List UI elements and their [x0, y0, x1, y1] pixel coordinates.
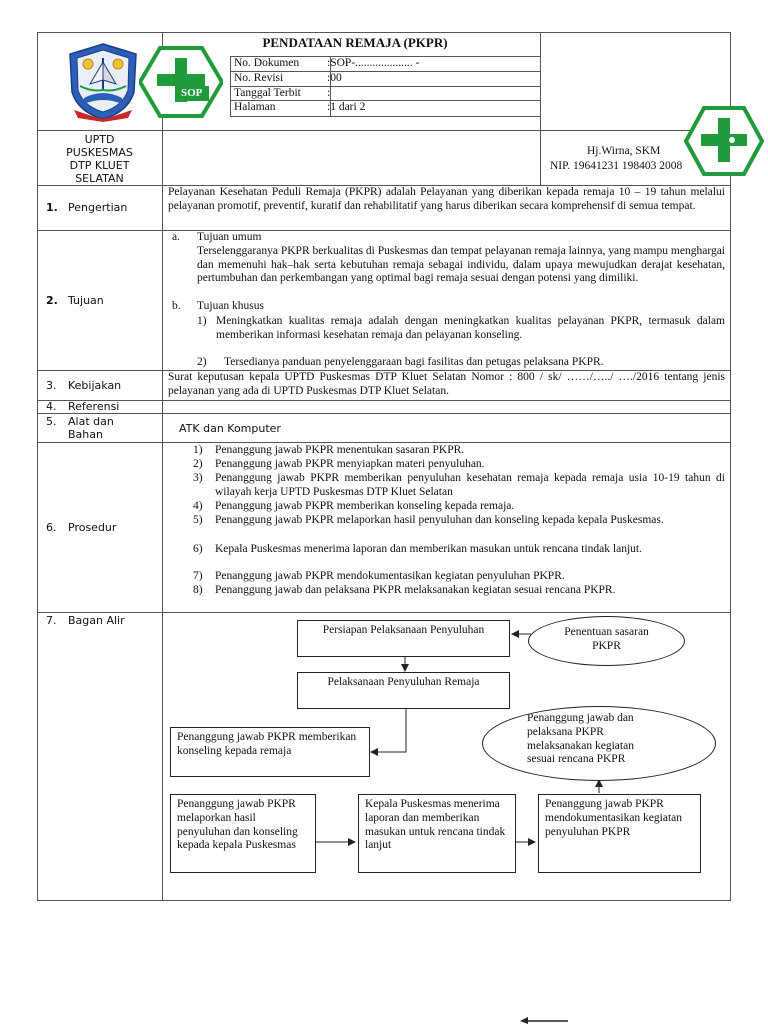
flow-box-konseling: Penanggung jawab PKPR memberikan konseling kepada remaja [170, 727, 370, 777]
kebijakan-text: Surat keputusan kepala UPTD Puskesmas DTP Kluet Selatan Nomor : 800 / sk/ ……/…../ …./2016 tentang jenis pelayanan yang ada di UPTD Puskesmas DTP Kluet Selatan. [168, 371, 725, 397]
flow-ellipse-melaksanakan-text: Penanggung jawab dan pelaksana PKPR melaksanakan kegiatan sesuai rencana PKPR [527, 712, 634, 766]
info-value-halaman: :1 dari 2 [327, 101, 366, 113]
tujuan-a-text: Terselenggaranya PKPR berkualitas di Puskesmas dan tempat pelayanan remaja lainnya, yang mampu menghargai dan memenuhi hak–hak serta kebutuhan remaja sebagai individu, dalam upaya mewujudkan derajat kesehatan, pertumbuhan dan perkembangan yang optimal bagi remaja sesuai dengan potensi yang dimiliki. [197, 245, 725, 285]
tujuan-b-item-2-text: Tersedianya panduan penyelenggaraan bagi fasilitas dan petugas pelaksana PKPR. [224, 356, 604, 368]
signer-name: Hj.Wirna, SKM [587, 145, 661, 157]
tujuan-b-title: Tujuan khusus [197, 300, 264, 312]
section-label-kebijakan: Kebijakan [68, 379, 122, 392]
left-arrow-icon [520, 1016, 570, 1024]
tujuan-a-marker: a. [172, 231, 180, 243]
signer-nip: NIP. 19641231 198403 2008 [550, 160, 683, 172]
org-line-4: SELATAN [75, 172, 124, 185]
prosedur-item-2-num: 2) [193, 458, 203, 470]
prosedur-item-1-num: 1) [193, 444, 203, 456]
tujuan-b-item-2-num: 2) [197, 356, 207, 368]
section-label-prosedur: Prosedur [68, 521, 117, 534]
section-num-prosedur: 6. [46, 521, 57, 534]
prosedur-item-7-num: 7) [193, 570, 203, 582]
tujuan-b-marker: b. [172, 300, 181, 312]
prosedur-item-8-text: Penanggung jawab dan pelaksana PKPR melaksanakan kegiatan sesuai rencana PKPR. [215, 584, 616, 596]
info-label-revisi: No. Revisi [234, 72, 284, 84]
flow-ellipse-penentuan-text: Penentuan sasaran PKPR [564, 626, 649, 652]
prosedur-item-5-num: 5) [193, 514, 203, 526]
sop-badge-label: SOP [181, 87, 203, 99]
section-num-bagan: 7. [46, 614, 57, 627]
section-label-bagan: Bagan Alir [68, 614, 125, 627]
flow-ellipse-melaksanakan [482, 706, 716, 781]
prosedur-item-3-num: 3) [193, 472, 203, 484]
section-num-alat: 5. [46, 415, 57, 428]
section-label-referensi: Referensi [68, 400, 120, 413]
prosedur-item-6-num: 6) [193, 543, 203, 555]
tujuan-b-item-1-num: 1) [197, 315, 207, 327]
section-label-pengertian: Pengertian [68, 201, 128, 214]
prosedur-item-2-text: Penanggung jawab PKPR menyiapkan materi penyuluhan. [215, 458, 485, 470]
info-label-tanggal: Tanggal Terbit [234, 87, 301, 99]
section-num-pengertian: 1. [46, 201, 58, 214]
prosedur-item-8-num: 8) [193, 584, 203, 596]
section-num-tujuan: 2. [46, 294, 58, 307]
puskesmas-cross-logo [684, 106, 764, 176]
document-title: PENDATAAN REMAJA (PKPR) [262, 35, 448, 50]
flow-ellipse-penentuan [528, 616, 685, 666]
flow-box-dokumentasi: Penanggung jawab PKPR mendokumentasikan kegiatan penyuluhan PKPR [538, 794, 701, 873]
flow-box-kepala: Kepala Puskesmas menerima laporan dan memberikan masukan untuk rencana tindak lanjut [358, 794, 516, 873]
section-label-alat-1: Alat dan [68, 415, 114, 428]
info-value-dokumen: :SOP-.................... - [327, 57, 420, 69]
prosedur-item-6-text: Kepala Puskesmas menerima laporan dan memberikan masukan untuk rencana tindak lanjut. [215, 543, 642, 555]
prosedur-item-4-text: Penanggung jawab PKPR memberikan konseling kepada remaja. [215, 500, 515, 512]
org-line-2: PUSKESMAS [66, 146, 133, 159]
sop-cross-logo [139, 46, 223, 118]
section-num-referensi: 4. [46, 400, 57, 413]
tujuan-b-item-1-text: Meningkatkan kualitas remaja adalah dengan meningkatkan kualitas pelayanan PKPR, termasuk dalam memberikan informasi kesehatan remaja dan pelayanan konseling. [216, 315, 725, 341]
flow-box-melaporkan: Penanggung jawab PKPR melaporkan hasil penyuluhan dan konseling kepada kepala Puskesmas [170, 794, 316, 873]
prosedur-item-7-text: Penanggung jawab PKPR mendokumentasikan kegiatan penyuluhan PKPR. [215, 570, 565, 582]
regency-emblem-logo [62, 40, 144, 122]
section-label-tujuan: Tujuan [68, 294, 104, 307]
prosedur-item-4-num: 4) [193, 500, 203, 512]
info-value-tanggal: : [327, 87, 331, 99]
alat-text: ATK dan Komputer [179, 422, 281, 435]
prosedur-item-3-text: Penanggung jawab PKPR memberikan penyuluhan kesehatan remaja kepada remaja usia 10-19 tahun di wilayah kerja UPTD Puskesmas DTP Kluet Selatan [215, 472, 725, 498]
info-value-revisi: :00 [327, 72, 342, 84]
prosedur-item-5-text: Penanggung jawab PKPR melaporkan hasil penyuluhan dan konseling kepada kepala Puskesmas. [215, 514, 664, 526]
tujuan-a-title: Tujuan umum [197, 231, 262, 243]
info-label-dokumen: No. Dokumen [234, 57, 300, 69]
section-label-alat-2: Bahan [68, 428, 103, 441]
section-num-kebijakan: 3. [46, 379, 57, 392]
info-label-halaman: Halaman [234, 101, 276, 113]
flow-box-persiapan: Persiapan Pelaksanaan Penyuluhan [297, 620, 510, 657]
org-line-1: UPTD [84, 133, 115, 146]
prosedur-item-1-text: Penanggung jawab PKPR menentukan sasaran PKPR. [215, 444, 465, 456]
flow-box-pelaksanaan: Pelaksanaan Penyuluhan Remaja [297, 672, 510, 709]
org-line-3: DTP KLUET [69, 159, 130, 172]
pengertian-text: Pelayanan Kesehatan Peduli Remaja (PKPR) adalah Pelayanan yang diberikan kepada remaja 10 – 19 tahun melalui pelayanan promotif, preventif, kuratif dan rehabilitatif yang harus diberikan secara komprehensif di semua tempat. [168, 186, 725, 212]
